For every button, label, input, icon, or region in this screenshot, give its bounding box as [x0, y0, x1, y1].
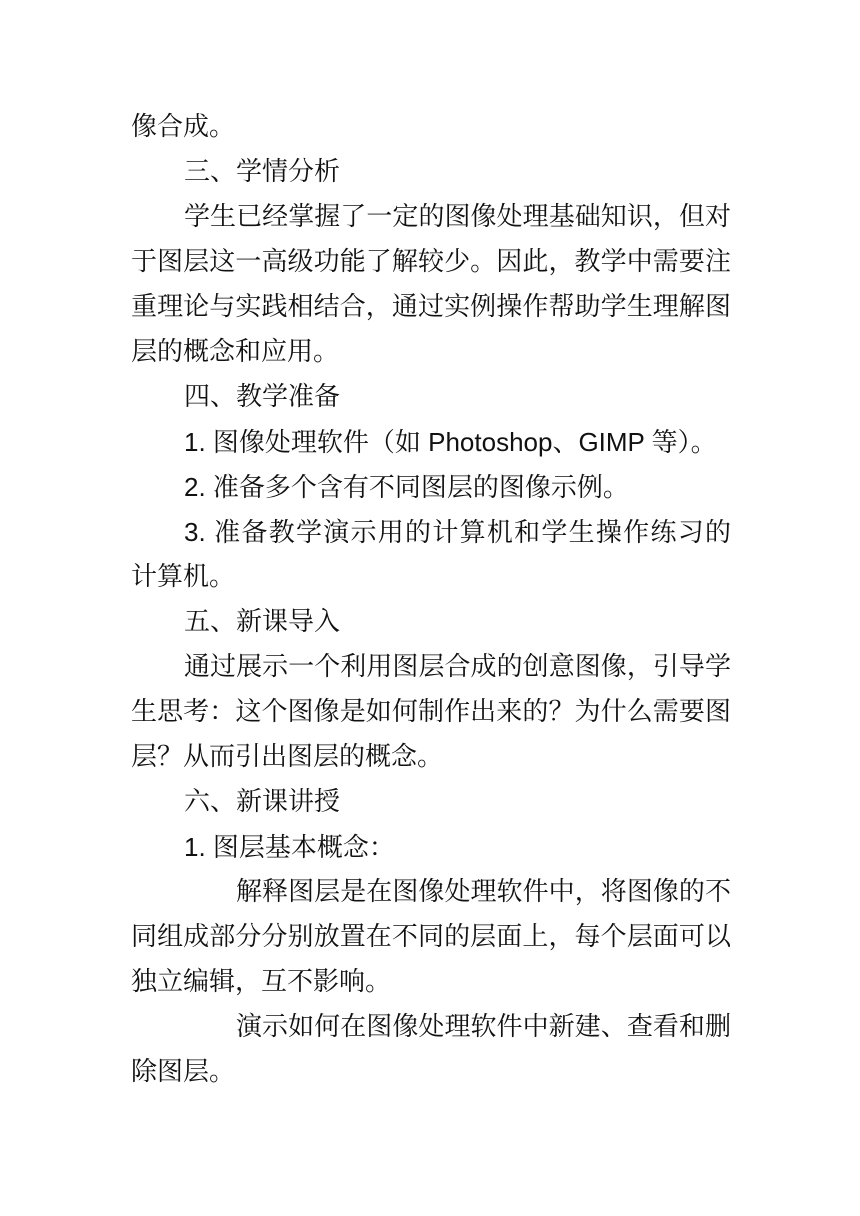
- list-item: 1. 图层基本概念：: [184, 832, 395, 862]
- paragraph-line: 学生已经掌握了一定的图像处理基础知识，但对: [184, 202, 731, 232]
- paragraph-line: 重理论与实践相结合，通过实例操作帮助学生理解图: [131, 292, 731, 322]
- list-item: 3. 准备教学演示用的计算机和学生操作练习的: [184, 517, 731, 547]
- paragraph-line: 除图层。: [131, 1057, 236, 1087]
- list-item: 2. 准备多个含有不同图层的图像示例。: [184, 472, 629, 502]
- paragraph-line: 演示如何在图像处理软件中新建、查看和删: [236, 1012, 731, 1042]
- paragraph-line: 层的概念和应用。: [131, 337, 340, 367]
- paragraph-line: 独立编辑，互不影响。: [131, 967, 392, 997]
- paragraph-line: 同组成部分分别放置在不同的层面上，每个层面可以: [131, 922, 731, 952]
- paragraph-line: 层？从而引出图层的概念。: [131, 742, 444, 772]
- list-item: 1. 图像处理软件（如 Photoshop、GIMP 等）。: [184, 427, 717, 457]
- paragraph-line: 通过展示一个利用图层合成的创意图像，引导学: [184, 652, 731, 682]
- section-heading-teaching-preparation: 四、教学准备: [184, 382, 341, 412]
- paragraph-line: 解释图层是在图像处理软件中，将图像的不: [236, 877, 731, 907]
- section-heading-student-analysis: 三、学情分析: [184, 157, 341, 187]
- paragraph-line: 计算机。: [131, 562, 236, 592]
- section-heading-new-lesson-intro: 五、新课导入: [184, 607, 341, 637]
- paragraph-line: 生思考：这个图像是如何制作出来的？为什么需要图: [131, 697, 731, 727]
- section-heading-new-lesson-teaching: 六、新课讲授: [184, 787, 341, 817]
- paragraph-line: 于图层这一高级功能了解较少。因此，教学中需要注: [131, 247, 731, 277]
- paragraph-line: 像合成。: [131, 112, 236, 142]
